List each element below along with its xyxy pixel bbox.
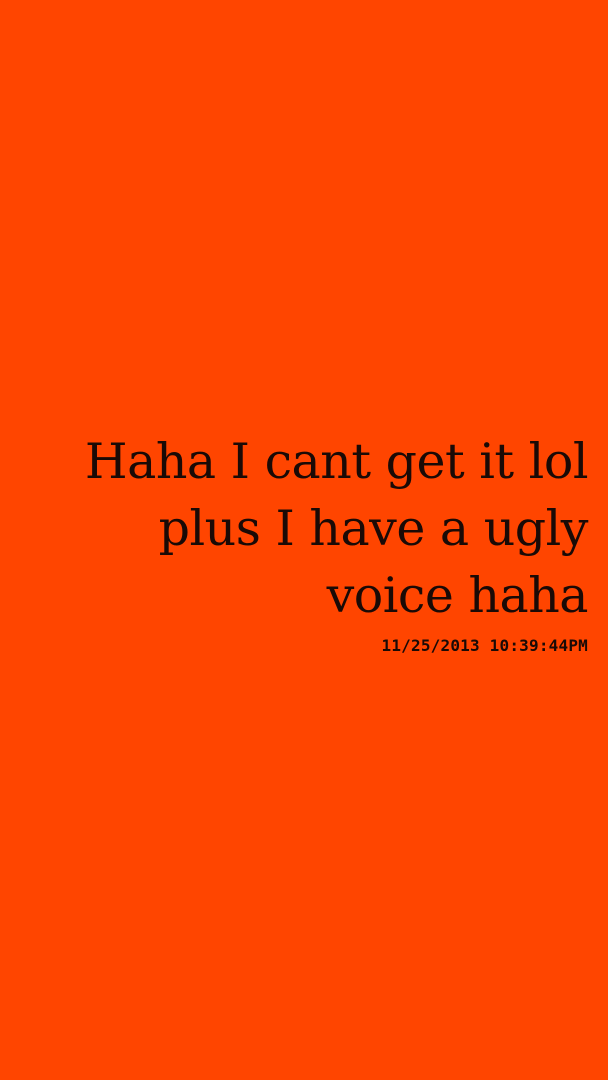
message-timestamp: 11/25/2013 10:39:44PM xyxy=(381,636,588,655)
message-line-2: plus I have a ugly xyxy=(158,500,588,557)
message-text xyxy=(48,428,588,629)
message-line-3: voice haha xyxy=(326,567,588,624)
message-block xyxy=(48,428,588,656)
message-line-1: Haha I cant get it lol xyxy=(84,433,588,490)
